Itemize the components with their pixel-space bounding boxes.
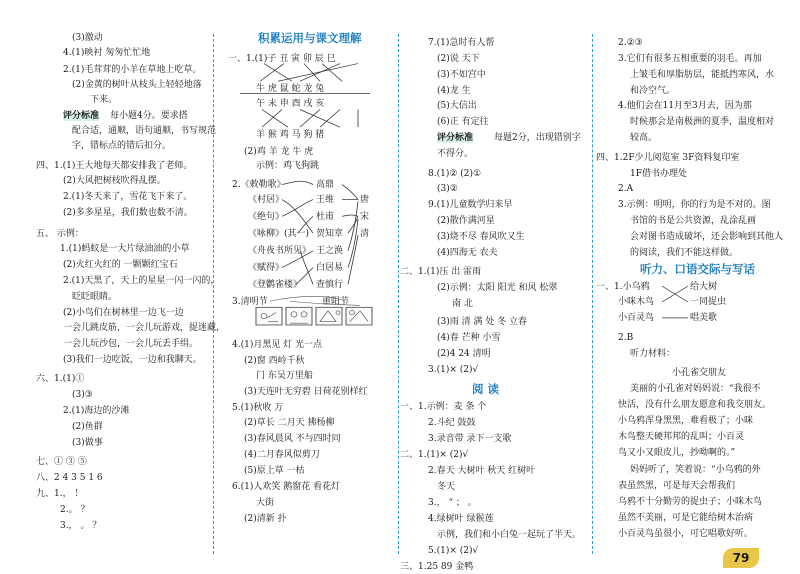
- col3-line: (6)正 有定往: [437, 117, 489, 127]
- col4-line: 时候那会是南极洲的夏季，温度相对: [630, 117, 775, 127]
- col4-line: 小百灵鸟虽很小，可它唱歌好听。: [618, 529, 754, 539]
- col3-line: 9.(1)儿童数学归来早: [428, 200, 513, 210]
- col3-line: (2)示例：太阳 阳光 和风 松翠: [437, 283, 558, 293]
- col4-line: 听力材料：: [630, 349, 676, 359]
- col4-line: 小孔雀交朋友: [672, 368, 727, 378]
- col1-line: 一会儿玩沙包，一会儿玩丢手绢。: [63, 339, 199, 349]
- col2-line: 《赋得》: [248, 263, 285, 273]
- col1-line: (2)大风把树枝吹得乱摆。: [63, 176, 166, 186]
- col4-line: 较高。: [630, 133, 658, 143]
- col3-line: 南 北: [452, 299, 473, 309]
- col2-line: 《咏柳》(其一): [248, 229, 310, 239]
- col3-line: (2)散作满河星: [437, 216, 495, 226]
- col4-line: 木鸟整天硬邦邦的乱叫；小百灵: [618, 432, 745, 442]
- col1-line: 眨眨眼睛。: [72, 292, 118, 302]
- col2-line: (2)鸡 羊 龙 牛 虎: [244, 147, 314, 157]
- col1-line: (2)小鸟们在树林里一边飞一边: [63, 308, 184, 318]
- col2-line: 清: [360, 229, 370, 239]
- col2-line: (5)原上草 一枯: [244, 466, 305, 476]
- col1-line: (3)③: [72, 390, 93, 400]
- col3-line: (2)4 24 清明: [437, 349, 491, 359]
- col1-line: 五、 示例：: [36, 229, 84, 239]
- col1-line: 七、① ③ ⑤: [36, 457, 87, 467]
- col3-line: 4.绿树叶 绿猴莲: [428, 514, 494, 524]
- col2-line: (3)春风晨风 不与四时同: [244, 434, 341, 444]
- col3-line: (3)烧不尽 春风吹又生: [437, 232, 525, 242]
- col3-line: (3)雨 清 满 处 冬 立春: [437, 317, 528, 327]
- col4-line: 给大树: [690, 282, 718, 292]
- eval-standard-label-2: 评分标准: [437, 133, 474, 143]
- col3-line: 示例，我们和小白兔一起玩了半天。: [437, 530, 582, 540]
- col1-line: (2)火红火红的 一颗颗红宝石: [63, 260, 178, 270]
- col2-line: 门 东吴万里船: [256, 371, 313, 381]
- eval-standard-label-1: 评分标准: [63, 111, 100, 121]
- col3-line: 3.， “ ； 。: [428, 498, 477, 508]
- col2-line: 《绝句》: [248, 212, 285, 222]
- col4-line: 唱美歌: [690, 313, 718, 323]
- col1-line: 1.(1)蚂蚁是一大片绿油油的小草: [60, 244, 190, 254]
- col3-line: (3)②: [437, 184, 458, 194]
- col3-line: (2)说 天下: [437, 54, 480, 64]
- col3-line: 3.(1)× (2)√: [428, 365, 479, 375]
- section-title-accumulation: 积累运用与课文理解: [258, 31, 362, 45]
- col4-line: 和冷空气。: [630, 86, 676, 96]
- col3-line: 二、1.(1)压 出 雷雨: [400, 267, 482, 277]
- col2-line: (3)天连叶无穷碧 日荷花别样红: [244, 387, 368, 397]
- col4-line: 上皱毛和厚脂肪层，能抵挡寒风，水: [630, 70, 775, 80]
- col3-line: 三、1.25 89 金鸭: [400, 562, 474, 572]
- col2-line: 杜甫: [316, 212, 335, 222]
- col2-line: (2)清新 扑: [244, 514, 287, 524]
- col2-line: 一、1.(1)子 丑 寅 卯 辰 巳: [228, 54, 336, 64]
- col2-line: 午 未 申 酉 戌 亥: [256, 99, 325, 109]
- col1-line: 八、2 4 3 5 1 6: [36, 473, 103, 483]
- col2-line: 贺知章: [316, 229, 344, 239]
- col2-line: 《舟夜书所见》: [248, 246, 312, 256]
- col3-line: (3)不如宫中: [437, 70, 486, 80]
- col1-line: (2)多多星星，我们数也数不清。: [63, 208, 193, 218]
- col4-line: 小百灵鸟: [618, 313, 655, 323]
- col4-line: 2.B: [618, 333, 634, 343]
- col1-line: 配合适，通顺，语句通顺，书写规范: [72, 126, 217, 136]
- section-title-reading: 阅 读: [472, 382, 500, 396]
- col2-line: 查慎行: [316, 280, 344, 290]
- col4-line: 小乌鸦浑身黑黑，难看极了；小咪: [618, 416, 754, 426]
- section-title-listening: 听力、口语交际与写话: [640, 262, 755, 276]
- col1-line: 六、1.(1)①: [36, 374, 85, 384]
- col2-line: 宋: [360, 212, 370, 222]
- col1-line: (3)激动: [72, 33, 103, 43]
- col3-line: (5)大信出: [437, 101, 477, 111]
- col2-line: 羊 猴 鸡 马 狗 猪: [256, 130, 325, 140]
- col2-line: 大街: [256, 498, 275, 508]
- col1-line: 2.。 ？: [60, 505, 90, 515]
- col1-line: 每小题4分。要求搭: [110, 111, 188, 121]
- col1-line: 2.(1)海边的沙滩: [63, 406, 130, 416]
- col2-line: 4.(1)月黑见 灯 光一点: [232, 340, 323, 350]
- col3-line: 8.(1)② (2)①: [428, 169, 482, 179]
- col3-line: (4)春 芒种 小雪: [437, 333, 501, 343]
- col1-line: (3)做事: [72, 438, 103, 448]
- col1-line: (3)我们一边吃饭，一边和我聊天。: [63, 355, 202, 365]
- col4-line: 会对图书造成破坏，还会影响到其他人: [630, 232, 784, 242]
- col3-line: 5.(1)× (2)√: [428, 546, 479, 556]
- col1-line: 字，错标点的错后扣分。: [72, 141, 172, 151]
- col2-line: 白居易: [316, 263, 344, 273]
- col3-line: 2.斗纪 鼓鼓: [428, 418, 476, 428]
- col2-line: 《登鹳雀楼》: [248, 280, 303, 290]
- col1-line: 下来。: [90, 95, 118, 105]
- col4-line: 美丽的小孔雀对妈妈说：“我很不: [630, 384, 761, 394]
- col4-line: 1F借书办理处: [630, 169, 687, 179]
- col4-line: 快活，没有什么朋友愿意和我交朋友。: [618, 400, 772, 410]
- col3-line: 不得分。: [437, 149, 474, 159]
- col1-line: 4.(1)映衬 匆匆忙忙地: [63, 48, 151, 58]
- col4-line: 表虽然黑，可是每天会帮我们: [618, 481, 736, 491]
- col4-line: 书馆的书是公共资源，乱涂乱画: [630, 216, 757, 226]
- col3-line: 2.春天 大树叶 秋天 红树叶: [428, 466, 536, 476]
- col4-line: 3.示例：明明，你的行为是不对的。图: [618, 200, 771, 210]
- col1-line: (2)金黄的树叶从枝头上轻轻地落: [72, 80, 202, 90]
- col2-line: 牛 虎 鼠 蛇 龙 兔: [256, 84, 325, 94]
- col2-line: (4)二月春风似剪刀: [244, 450, 320, 460]
- col4-line: 虽然不美丽，可是它能给树木治病: [618, 513, 754, 523]
- col4-line: 一同捉虫: [690, 297, 727, 307]
- col4-line: 2.②③: [618, 38, 643, 48]
- col2-line: 高鼎: [316, 180, 335, 190]
- col3-line: 7.(1)急时有人帮: [428, 38, 495, 48]
- col4-line: 的阅读，我们不能这样做。: [630, 248, 739, 258]
- col1-line: 2.(1)毛茸茸的小羊在草地上吃草。: [63, 65, 202, 75]
- col1-line: 一会儿跳皮筋，一会儿玩游戏，捉迷藏，: [63, 323, 226, 333]
- col4-line: 鸟又小又眼皮儿，抄呦啊的。”: [618, 448, 736, 458]
- col3-line: 冬天: [437, 482, 456, 492]
- col4-line: 4.他们会在11月至3月去，因为那: [618, 101, 752, 111]
- col3-line: 一、1.示例：麦 条 个: [400, 402, 487, 412]
- col2-line: 5.(1)秋收 万: [232, 403, 284, 413]
- col1-line: 3.， 。 ？: [60, 521, 102, 531]
- col3-line: (4)四海无 农夫: [437, 248, 498, 258]
- col4-line: 2.A: [618, 184, 634, 194]
- col3-line: 3.录音带 录下一支歌: [428, 434, 512, 444]
- col2-line: 2.《敕勒歌》: [232, 180, 286, 190]
- col2-line: 重阳节: [322, 297, 350, 307]
- col3-line: 每题2分，出现错别字: [494, 133, 581, 143]
- page-number-badge: 79: [723, 548, 759, 568]
- col2-line: 唐: [360, 195, 370, 205]
- col2-line: 3.清明节: [232, 297, 268, 307]
- col2-line: 示例：鸡飞狗跳: [256, 161, 320, 171]
- col1-line: (2)鱼群: [72, 422, 103, 432]
- col1-line: 2.(1)天黑了，天上的星星一闪一闪的，: [63, 276, 220, 286]
- col2-line: 王之涣: [316, 246, 344, 256]
- col2-line: 王维: [316, 195, 335, 205]
- col4-line: 一、1.小乌鸦: [596, 282, 650, 292]
- col1-line: 四、1.(1)王大地每天都安排我了老师。: [36, 161, 193, 171]
- col2-line: 6.(1)人欢笑 鹅窗花 看花灯: [232, 482, 341, 492]
- col4-line: 四、1.2F少儿阅览室 3F资料复印室: [596, 153, 740, 163]
- col1-line: 2.(1)冬天来了，雪花飞下来了。: [63, 192, 193, 202]
- col3-line: (4)龙 生: [437, 86, 471, 96]
- col1-line: 九、1.， ！: [36, 489, 84, 499]
- col2-line: (2)窗 西岭千秋: [244, 356, 305, 366]
- col3-line: 二、1.(1)× (2)√: [400, 450, 469, 460]
- col4-line: 妈妈听了，笑着说：“小乌鸦的外: [630, 465, 761, 475]
- col4-line: 3.它们有很多五相重要的羽毛。再加: [618, 54, 762, 64]
- col2-line: (2)草长 二月天 拂杨柳: [244, 418, 335, 428]
- col4-line: 乌鸦不十分勤劳的捉虫子；小咪木鸟: [618, 497, 763, 507]
- col2-line: 《村居》: [248, 195, 285, 205]
- col4-line: 小咪木鸟: [618, 297, 655, 307]
